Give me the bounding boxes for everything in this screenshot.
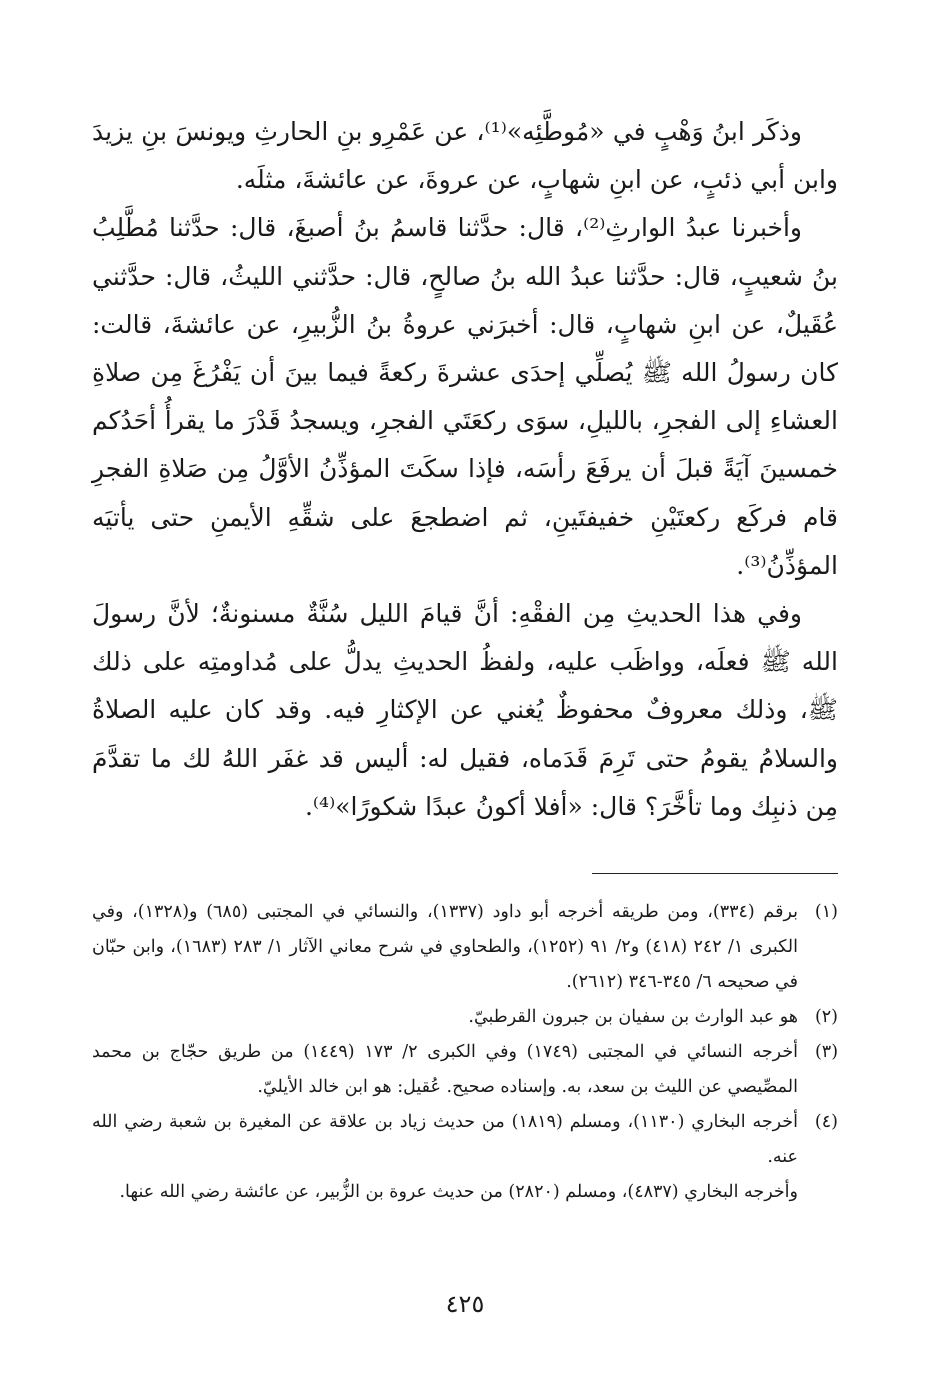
main-text-body <box>92 108 838 831</box>
footnote-number: (١) <box>814 902 838 922</box>
footnote-text: أخرجه البخاري (١١٣٠)، ومسلم (١٨١٩) من حديث زياد بن علاقة عن المغيرة بن شعبة رضي الله عنه. <box>92 1112 798 1167</box>
footnote-text: هو عبد الوارث بن سفيان بن جبرون القرطبيّ. <box>468 1007 798 1027</box>
footnotes <box>92 895 838 1210</box>
footnote-text: أخرجه النسائي في المجتبى (١٧٤٩) وفي الكبرى ٢/ ١٧٣ (١٤٤٩) من طريق حجّاج بن محمد المصِّيصي عن الليث بن سعد، به. وإسناده صحيح. عُقيل: هو ابن خالد الأيليّ. <box>92 1042 799 1097</box>
page-number: ٤٢٥ <box>445 1290 485 1318</box>
footnote-number: (٤) <box>814 1112 838 1132</box>
footnote-4-continuation: وأخرجه البخاري (٤٨٣٧)، ومسلم (٢٨٢٠) من حديث عروة بن الزُّبير، عن عائشة رضي الله عنها. <box>119 1182 798 1202</box>
footnote-text: برقم (٣٣٤)، ومن طريقه أخرجه أبو داود (١٣٣٧)، والنسائي في المجتبى (٦٨٥) و(١٣٢٨)، وفي الكبرى ١/ ٢٤٢ (٤١٨) و٢/ ٩١ (١٢٥٢)، والطحاوي في شرح معاني الآثار ١/ ٢٨٣ (١٦٨٣)، وابن حبّان في صحيحه ٦/ ٣٤٥-٣٤٦ (٢٦١٢). <box>92 902 799 992</box>
paragraph-3: وفي هذا الحديثِ مِن الفقْهِ: أنَّ قيامَ الليل سُنَّةٌ مسنونةٌ؛ لأنَّ رسولَ الله ﷺ فعلَه، وواظَب عليه، ولفظُ الحديثِ يدلُّ على مُداومتِه على ذلك ﷺ، وذلك معروفٌ محفوظٌ يُغني عن الإكثارِ فيه. وقد كان عليه الصلاةُ والسلامُ يقومُ حتى تَرِمَ قَدَماه، فقيل له: أليس قد غفَر اللهُ لك ما تقدَّمَ مِن ذنبِك وما تأخَّرَ؟ قال: «أفلا أكونُ عبدًا شكورًا»⁽⁴⁾. <box>92 599 838 821</box>
footnote-separator <box>592 873 838 874</box>
footnote-4 <box>92 1105 838 1175</box>
footnote-number: (٢) <box>814 1007 838 1027</box>
footnote-1 <box>92 895 838 1000</box>
footnote-2 <box>92 1000 838 1035</box>
paragraph-1: وذكَر ابنُ وَهْبٍ في «مُوطَّئِه»⁽¹⁾، عن عَمْرِو بنِ الحارثِ ويونسَ بنِ يزيدَ وابن أبي ذئبٍ، عن ابنِ شهابٍ، عن عروةَ، عن عائشةَ، مثلَه. <box>92 117 838 195</box>
footnote-number: (٣) <box>814 1042 839 1062</box>
paragraph-2: وأخبرنا عبدُ الوارثِ⁽²⁾، قال: حدَّثنا قاسمُ بنُ أصبغَ، قال: حدَّثنا مُطَّلِبُ بنُ شعيبٍ، قال: حدَّثنا عبدُ الله بنُ صالحٍ، قال: حدَّثني الليثُ، قال: حدَّثني عُقَيلٌ، عن ابنِ شهابٍ، قال: أخبرَني عروةُ بنُ الزُّبيرِ، عن عائشةَ، قالت: كان رسولُ الله ﷺ يُصلِّي إحدَى عشرةَ ركعةً فيما بينَ أن يَفْرُغَ مِن صلاةِ العشاءِ إلى الفجرِ، بالليلِ، سوَى ركعَتَي الفجرِ، ويسجدُ قَدْرَ ما يقرأُ أحَدُكم خمسينَ آيَةً قبلَ أن يرفَعَ رأسَه، فإذا سكَتَ المؤذِّنُ الأوَّلُ مِن صَلاةِ الفجرِ قام فركَع ركعتَيْنِ خفيفتَينِ، ثم اضطجعَ على شقِّهِ الأيمنِ حتى يأتيَه المؤذِّنُ⁽³⁾. <box>92 213 838 580</box>
footnote-3 <box>92 1035 838 1105</box>
